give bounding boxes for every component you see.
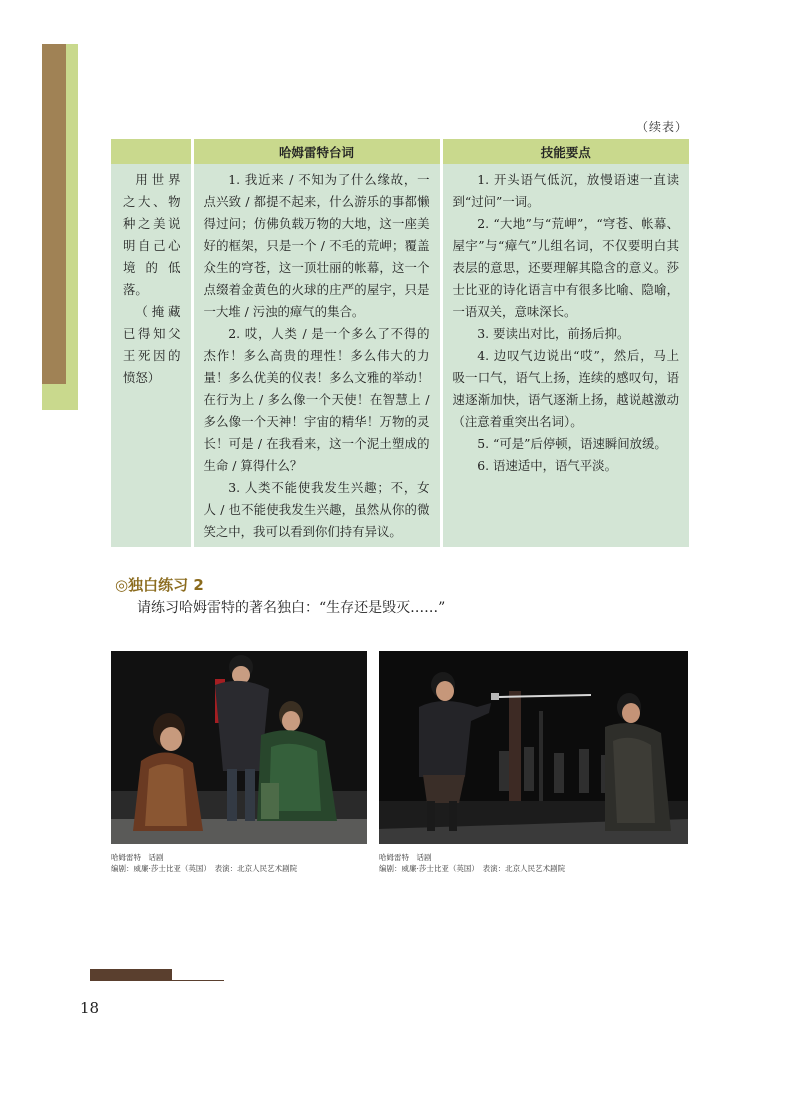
- tip-text: 2. “大地”与“荒岬”，“穹苍、帐幕、屋宇”与“瘴气”儿组名词，不仅要明白其表层的意思，还要理解其隐含的意义。莎士比亚的诗化语言中有很多比喻、隐喻，一语双关，意味深长。: [452, 216, 679, 319]
- line-text: 2. 哎，人类 / 是一个多么了不得的杰作！多么高贵的理性！多么伟大的力量！多么优美的仪表！多么文雅的举动！在行为上 / 多么像一个天使！在智慧上 / 多么像一个天神！宇宙的精华！万物的灵长！可是 / 在我看来，这一个泥土塑成的生命 / 算得什么？: [203, 326, 430, 473]
- section-description: 请练习哈姆雷特的著名独白：“生存还是毁灭……”: [137, 600, 446, 616]
- continued-label: （续表）: [635, 120, 688, 134]
- header-empty: [111, 139, 192, 164]
- stage-photo-1-illustration: [111, 651, 367, 844]
- photo-caption-2: [379, 852, 565, 874]
- tip-text: 1. 开头语气低沉，放慢语速一直读到“过问”一词。: [452, 172, 679, 209]
- caption-title: 哈姆雷特 话剧: [111, 853, 164, 862]
- line-text: 3. 人类不能使我发生兴趣；不，女人 / 也不能使我发生兴趣，虽然从你的微笑之中，我可以看到你们持有异议。: [203, 480, 430, 539]
- header-lines: 哈姆雷特台词: [192, 139, 441, 164]
- caption-credit: 编剧：威廉·莎士比亚（英国） 表演：北京人民艺术剧院: [379, 864, 566, 873]
- decor-stripe-green-tail: [42, 384, 78, 410]
- lines-cell: [192, 164, 441, 547]
- note-cell: [111, 164, 192, 547]
- stage-photo-2-illustration: [379, 651, 688, 844]
- tip-text: 3. 要读出对比，前扬后抑。: [477, 326, 630, 341]
- section-title-text: 独白练习 2: [128, 576, 204, 594]
- circle-mark-icon: ◎: [115, 576, 129, 594]
- section-title: [115, 574, 204, 595]
- caption-title: 哈姆雷特 话剧: [379, 853, 432, 862]
- header-tips: 技能要点: [441, 139, 689, 164]
- line-text: 1. 我近来 / 不知为了什么缘故，一点兴致 / 都提不起来，什么游乐的事都懒得过问；仿佛负载万物的大地，这一座美好的框架，只是一个 / 不毛的荒岬；覆盖众生的穹苍，这一顶壮丽的帐幕，这一个点缀着金黄色的火球的庄严的屋宇，只是一大堆 / 污浊的瘴气的集合。: [203, 172, 430, 319]
- tip-text: 4. 边叹气边说出“哎”，然后，马上吸一口气，语气上扬，连续的感叹句，语速逐渐加快，语气逐渐上扬，越说越激动（注意着重突出名词）。: [452, 348, 679, 429]
- footer-bar: [90, 969, 172, 981]
- tips-cell: [441, 164, 689, 547]
- decor-stripe-green: [66, 44, 78, 410]
- script-table: [111, 139, 689, 547]
- table-row: [111, 164, 689, 547]
- table-header-row: [111, 139, 689, 164]
- note-text: 用世界之大、物种之美说明自己心境的低落。: [123, 172, 181, 297]
- caption-credit: 编剧：威廉·莎士比亚（英国） 表演：北京人民艺术剧院: [111, 864, 298, 873]
- stage-photo-2: [379, 651, 688, 844]
- page-number: 18: [80, 999, 100, 1017]
- decor-stripe-brown: [42, 44, 66, 410]
- photo-caption-1: [111, 852, 297, 874]
- tip-text: 5. “可是”后停顿，语速瞬间放缓。: [477, 436, 667, 451]
- note-text: （掩藏已得知父王死因的愤怒）: [123, 304, 181, 385]
- footer-line: [172, 980, 224, 981]
- stage-photo-1: [111, 651, 367, 844]
- tip-text: 6. 语速适中，语气平淡。: [477, 458, 617, 473]
